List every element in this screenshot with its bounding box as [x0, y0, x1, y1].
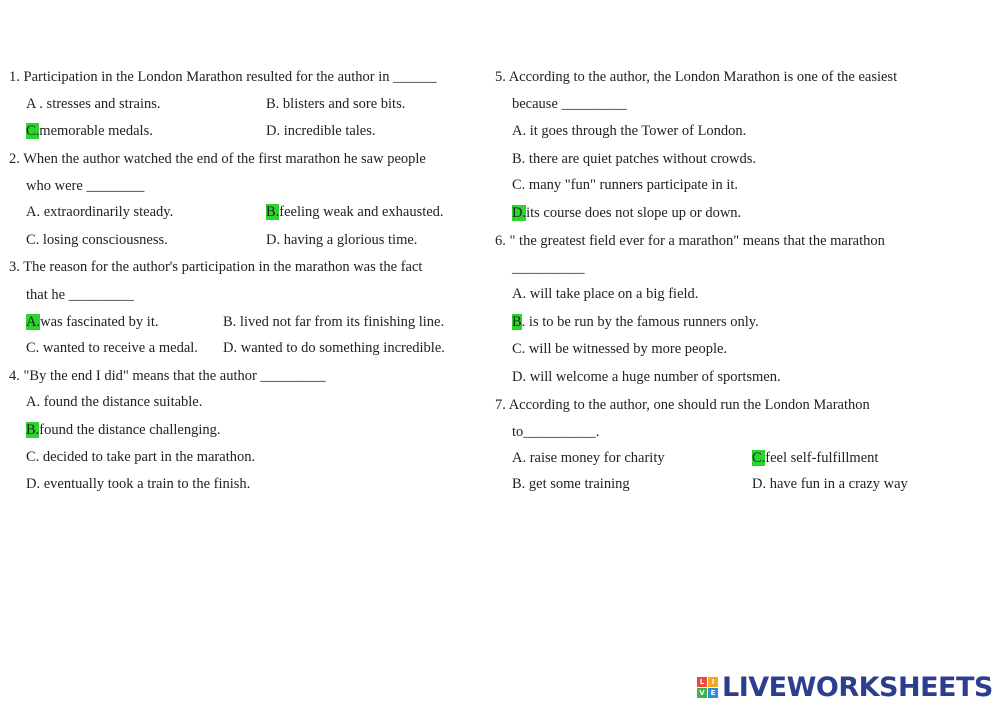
- answer-highlight: A.: [26, 314, 41, 330]
- question-6-cont: __________: [512, 260, 585, 276]
- logo-letter: L: [697, 677, 707, 687]
- q2-option-d: D. having a glorious time.: [266, 232, 418, 248]
- question-1: 1. Participation in the London Marathon resulted for the author in ______: [9, 69, 437, 85]
- q6-option-d: D. will welcome a huge number of sportsmen.: [512, 369, 781, 385]
- q2-option-a: A. extraordinarily steady.: [26, 204, 174, 220]
- q7-option-c: C.feel self-fulfillment: [752, 450, 879, 466]
- question-2-cont: who were ________: [26, 178, 145, 194]
- logo-text: LIVEWORKSHEETS: [722, 671, 993, 703]
- question-3: 3. The reason for the author's participation in the marathon was the fact: [9, 259, 423, 275]
- q2-option-b: B.feeling weak and exhausted.: [266, 204, 444, 220]
- question-2: 2. When the author watched the end of the first marathon he saw people: [9, 151, 426, 167]
- q6-option-c: C. will be witnessed by more people.: [512, 341, 728, 357]
- question-4: 4. "By the end I did" means that the author _________: [9, 368, 326, 384]
- q1-option-b: B. blisters and sore bits.: [266, 96, 406, 112]
- q4-option-b: B.found the distance challenging.: [26, 422, 221, 438]
- logo-letter: V: [697, 688, 707, 698]
- logo-letter: I: [708, 677, 718, 687]
- q3-option-d: D. wanted to do something incredible.: [223, 340, 445, 356]
- question-6: 6. " the greatest field ever for a marathon" means that the marathon: [495, 233, 885, 249]
- q5-option-c: C. many "fun" runners participate in it.: [512, 177, 739, 193]
- q3-option-a: A.was fascinated by it.: [26, 314, 159, 330]
- q5-option-d: D.its course does not slope up or down.: [512, 205, 742, 221]
- question-3-cont: that he _________: [26, 287, 134, 303]
- q4-option-a: A. found the distance suitable.: [26, 394, 203, 410]
- liveworksheets-logo[interactable]: [697, 670, 993, 704]
- q7-option-d: D. have fun in a crazy way: [752, 476, 908, 492]
- answer-highlight: D.: [512, 205, 527, 221]
- q5-option-a: A. it goes through the Tower of London.: [512, 123, 747, 139]
- q6-option-b: B. is to be run by the famous runners only.: [512, 314, 759, 330]
- q5-option-b: B. there are quiet patches without crowds.: [512, 151, 757, 167]
- q3-option-b: B. lived not far from its finishing line.: [223, 314, 445, 330]
- q1-option-d: D. incredible tales.: [266, 123, 376, 139]
- answer-highlight: B.: [26, 422, 40, 438]
- question-5: 5. According to the author, the London Marathon is one of the easiest: [495, 69, 898, 85]
- q1-option-c: C.memorable medals.: [26, 123, 153, 139]
- q7-option-a: A. raise money for charity: [512, 450, 665, 466]
- question-7-cont: to__________.: [512, 424, 600, 440]
- logo-letter: E: [708, 688, 718, 698]
- q4-option-c: C. decided to take part in the marathon.: [26, 449, 256, 465]
- answer-highlight: B.: [266, 204, 280, 220]
- q3-option-c: C. wanted to receive a medal.: [26, 340, 198, 356]
- logo-icon: [697, 677, 718, 698]
- q7-option-b: B. get some training: [512, 476, 630, 492]
- q2-option-c: C. losing consciousness.: [26, 232, 168, 248]
- answer-highlight: C.: [752, 450, 766, 466]
- question-5-cont: because _________: [512, 96, 627, 112]
- answer-highlight: C.: [26, 123, 40, 139]
- q4-option-d: D. eventually took a train to the finish.: [26, 476, 251, 492]
- question-7: 7. According to the author, one should run the London Marathon: [495, 397, 870, 413]
- q1-option-a: A . stresses and strains.: [26, 96, 161, 112]
- q6-option-a: A. will take place on a big field.: [512, 286, 699, 302]
- answer-highlight: B: [512, 314, 522, 330]
